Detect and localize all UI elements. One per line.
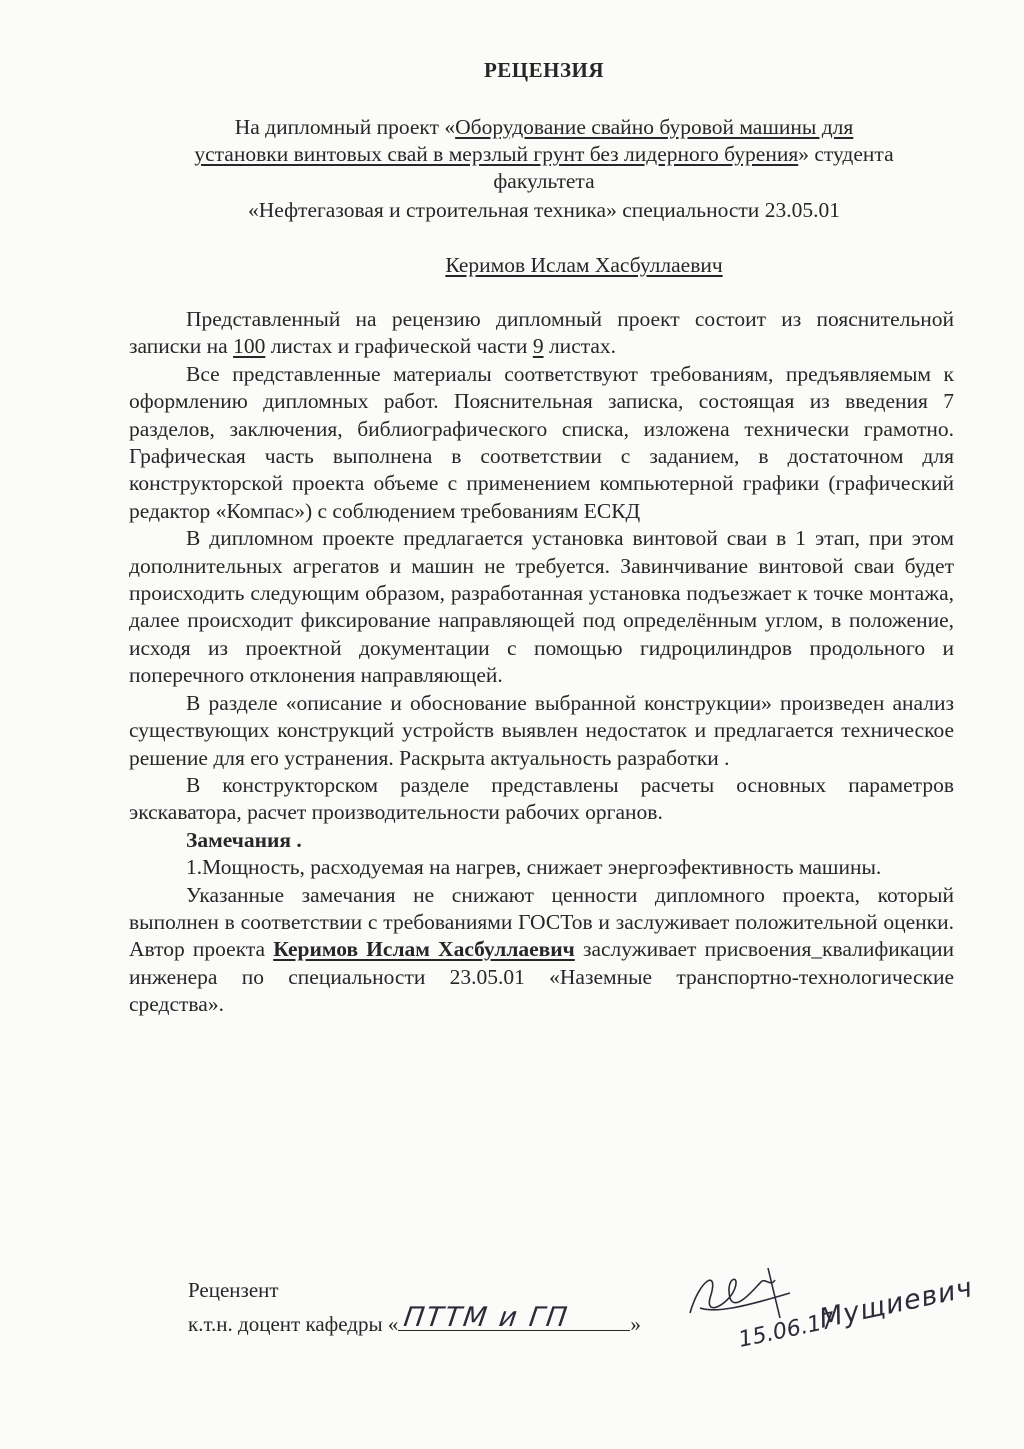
handwritten-date: 15.06.17 [736, 1308, 838, 1353]
review-body [129, 306, 954, 1019]
header-prefix: На дипломный проект « [234, 115, 456, 139]
paragraph-2: Все представленные материалы соответствуют требованиям, предъявляемым к оформлению дипломных работ. Пояснительная записка, состоящая из введения 7 разделов, заключения, библиографического списка, изложена технически грамотно. Графическая часть выполнена в соответствии с заданием, в достаточном для конструкторской проекта объеме с применением компьютерной графики (графический редактор «Компас») с соблюдением требованиям ЕСКД [129, 361, 954, 523]
sheets-count: 9 [532, 334, 544, 359]
header-line-1 [130, 114, 958, 141]
reviewer-role: Рецензент [188, 1278, 279, 1302]
header-faculty: факультета [493, 169, 595, 193]
header-specialty: «Нефтегазовая и строительная техника» специальности 23.05.01 [248, 198, 840, 222]
paragraph-3: В дипломном проекте предлагается установка винтовой сваи в 1 этап, при этом дополнительных агрегатов и машин не требуется. Завинчивание винтовой сваи будет происходить следующим образом, разработанная установка подъезжает к точке монтажа, далее происходит фиксирование направляющей под определённым углом, в положение, исходя из проектной документации с помощью гидроцилиндров продольного и поперечного отклонения направляющей. [129, 526, 954, 688]
project-title-part-2: установки винтовых свай в мерзлый грунт без лидерного бурения [194, 142, 799, 166]
header-line-2 [130, 141, 958, 168]
author-name: Керимов Ислам Хасбуллаевич [273, 937, 575, 962]
header-suffix: » студента [798, 142, 894, 166]
document-title: РЕЦЕНЗИЯ [483, 58, 605, 82]
student-name-text: Керимов Ислам Хасбуллаевич [445, 253, 723, 277]
paragraph-1: Представленный на рецензию дипломный проект состоит из пояснительной записки на 100 листах и графической части 9 листах. [129, 307, 954, 359]
student-name [170, 252, 998, 279]
reviewer-position: к.т.н. доцент кафедры « ПТТМ и ГП » [188, 1302, 641, 1336]
project-title-part-1: Оборудование свайно буровой машины для [455, 115, 854, 139]
handwritten-reviewer-name: Мущиевич [816, 1272, 976, 1335]
department-handwritten: ПТТМ и ГП [402, 1302, 572, 1333]
remarks-heading: Замечания . [186, 827, 302, 852]
remark-1: 1.Мощность, расходуемая на нагрев, снижает энергоэфективность машины. [186, 855, 882, 880]
pages-count: 100 [233, 334, 266, 359]
paragraph-4: В разделе «описание и обоснование выбранной конструкции» произведен анализ существующих конструкций устройств выявлен недостаток и предлагается техническое решение для его устранения. Раскрыта актуальность разработки . [129, 690, 954, 770]
paragraph-5: В конструкторском разделе представлены расчеты основных параметров экскаватора, расчет производительности рабочих органов. [129, 772, 954, 825]
department-blank [398, 1302, 630, 1333]
paragraph-6: Указанные замечания не снижают ценности дипломного проекта, который выполнен в соответствии с требованиями ГОСТов и заслуживает положительной оценки. Автор проекта Керимов Ислам Хасбуллаевич заслуживает присвоения_квалификации инженера по специальности 23.05.01 «Наземные транспортно-технологические средства». [129, 882, 954, 1017]
